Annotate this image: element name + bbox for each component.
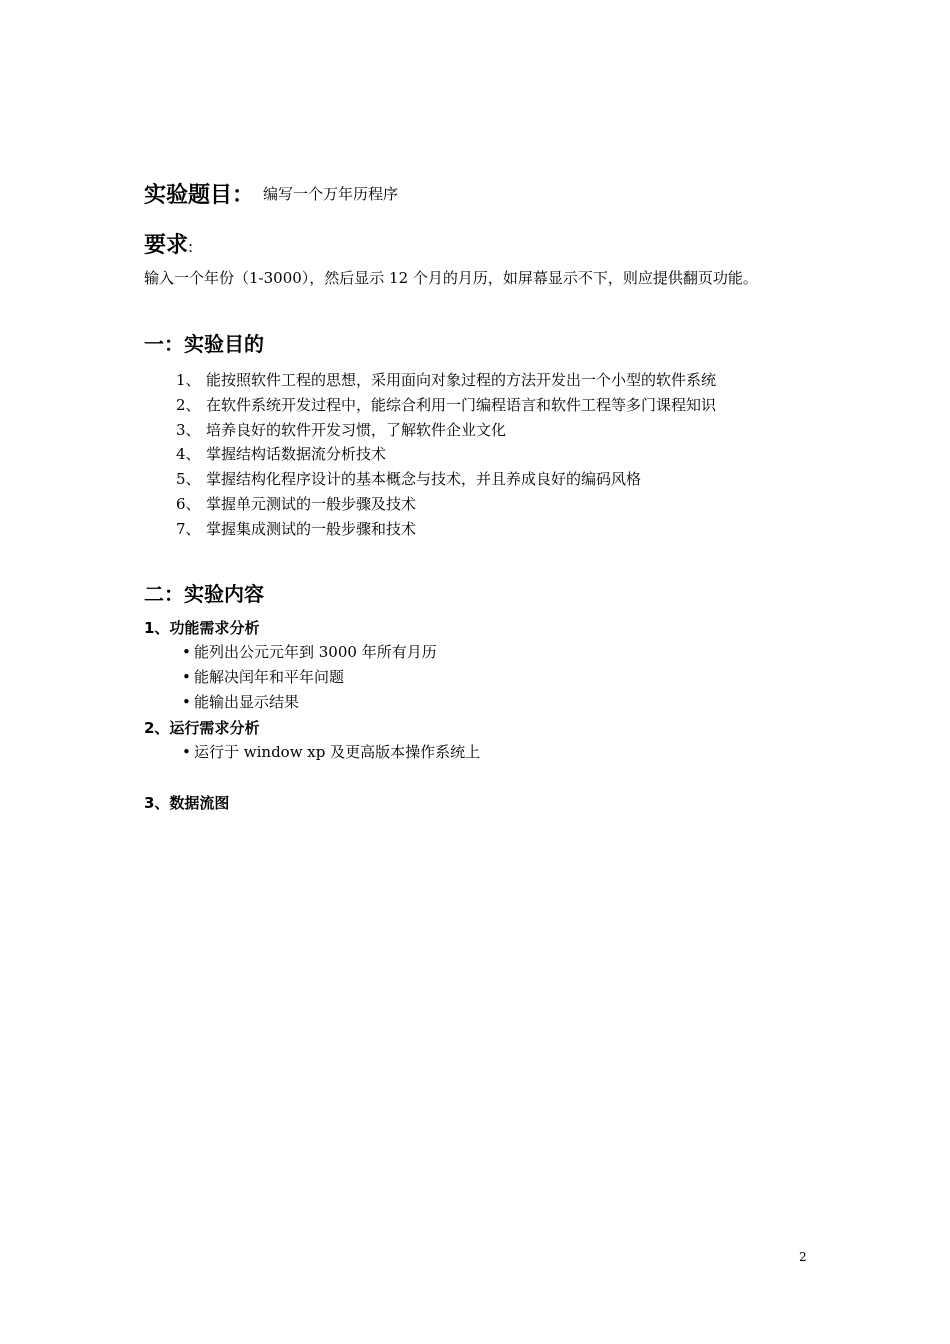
list-item [176,442,716,467]
objectives-list [176,368,716,542]
list-item-text: 掌握单元测试的一般步骤及技术 [206,494,417,513]
list-item [176,418,716,443]
list-item [176,393,716,418]
list-item-number: 5、 [176,470,201,489]
page-number: 2 [799,1250,807,1264]
section-heading-content: 二：实验内容 [144,582,264,606]
list-item [176,467,716,492]
list-item-number: 3、 [176,420,201,439]
list-item-text: 掌握结构话数据流分析技术 [206,445,387,464]
bullet-item [182,641,437,662]
list-item-number: 4、 [176,445,201,464]
subheading-functional-requirements: 1、功能需求分析 [144,619,260,637]
experiment-title-label: 实验题目： [144,183,255,208]
requirements-text: 输入一个年份（1-3000），然后显示 12 个月的月历，如屏幕显示不下，则应提供翻页功能。 [144,269,758,287]
list-item-number: 7、 [176,519,201,538]
list-item-text: 掌握集成测试的一般步骤和技术 [206,519,417,538]
list-item-text: 能按照软件工程的思想，采用面向对象过程的方法开发出一个小型的软件系统 [206,371,717,389]
list-item [176,517,716,542]
bullet-item [182,741,480,762]
list-item-text: 培养良好的软件开发习惯，了解软件企业文化 [206,420,507,439]
bullet-icon: • [182,743,191,761]
bullet-text: 能输出显示结果 [194,693,300,711]
section-heading-objectives: 一：实验目的 [144,332,264,356]
list-item-number: 2、 [176,395,201,414]
list-item-text: 在软件系统开发过程中，能综合利用一门编程语言和软件工程等多门课程知识 [206,395,717,414]
requirements-label-text: 要求 [144,233,189,258]
bullet-icon: • [182,643,191,661]
list-item-number: 6、 [176,494,201,513]
bullet-item [182,691,299,712]
requirements-colon: : [188,238,194,256]
bullet-icon: • [182,668,191,686]
requirements-label [144,228,193,259]
list-item [176,492,716,517]
bullet-item [182,666,344,687]
list-item-number: 1、 [176,371,201,389]
bullet-text: 能列出公元元年到 3000 年所有月历 [194,643,437,661]
subheading-data-flow-diagram: 3、数据流图 [144,794,230,812]
bullet-icon: • [182,693,191,711]
bullet-text: 运行于 window xp 及更高版本操作系统上 [194,743,481,761]
subheading-runtime-requirements: 2、运行需求分析 [144,719,260,737]
bullet-text: 能解决闰年和平年问题 [194,668,345,686]
list-item [176,368,716,393]
experiment-title-value: 编写一个万年历程序 [263,185,399,203]
list-item-text: 掌握结构化程序设计的基本概念与技术，并且养成良好的编码风格 [206,470,642,489]
